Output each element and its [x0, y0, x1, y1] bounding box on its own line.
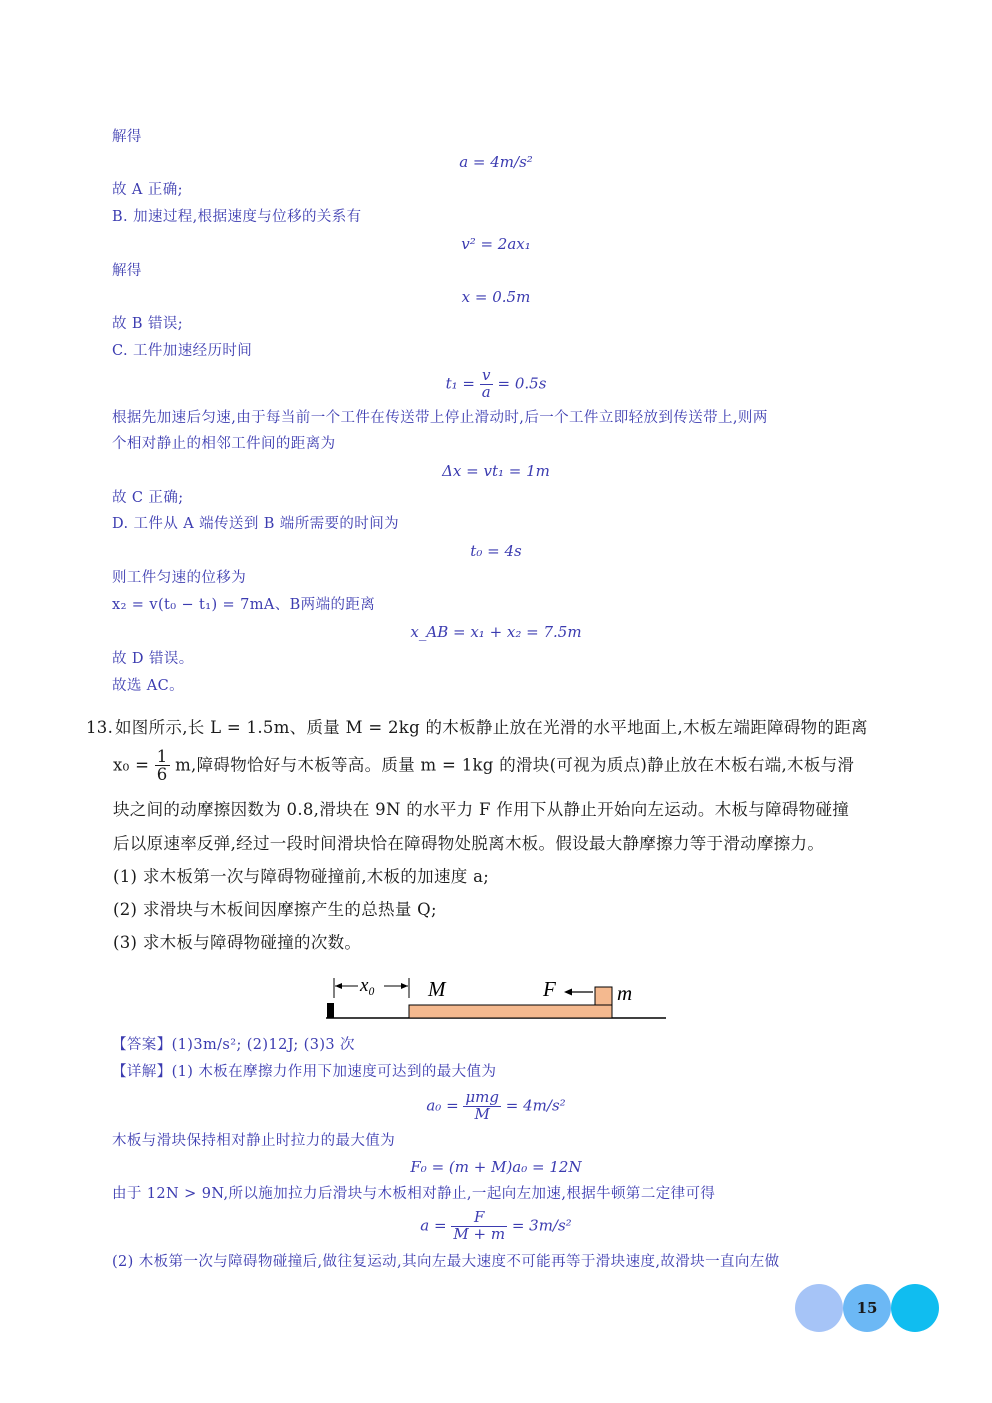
problem-line-2-right: m,障碍物恰好与木板等高。质量 m = 1kg 的滑块(可视为质点)静止放在木板右端,木板与滑: [175, 755, 855, 775]
text-f0: 木板与滑块保持相对静止时拉力的最大值为: [112, 1133, 396, 1149]
text-b-intro: B. 加速过程,根据速度与位移的关系有: [112, 209, 362, 225]
board-block-figure: [320, 970, 670, 1022]
eq-a0-fraction: [463, 1090, 501, 1123]
text-12n: 由于 12N > 9N,所以施加拉力后滑块与木板相对静止,一起向左加速,根据牛顿第二定律可得: [112, 1186, 716, 1202]
problem-x0-numerator: 1: [156, 747, 168, 766]
problem-x0-fraction: [155, 748, 170, 784]
equation-a: a = 4m/s²: [459, 153, 533, 171]
equation-a0: [0, 1090, 992, 1123]
eq-a-denominator: M + m: [453, 1224, 506, 1243]
question-1: (1) 求木板第一次与障碍物碰撞前,木板的加速度 a;: [113, 867, 490, 886]
text-d-2: x₂ = v(t₀ − t₁) = 7mA、B两端的距离: [112, 597, 376, 613]
equation-x: x = 0.5m: [461, 288, 531, 306]
eq-t1-left: t₁ =: [445, 374, 475, 393]
answer-line: 【答案】(1)3m/s²; (2)12J; (3)3 次: [112, 1037, 355, 1053]
label-x0: x₀: [360, 975, 376, 996]
x0-arrowhead-left: [335, 983, 342, 989]
text-jiede-1: 解得: [112, 129, 142, 145]
eq-t1-numerator: v: [480, 368, 493, 385]
eq-a0-left: a₀ =: [426, 1096, 459, 1115]
text-c-1: 根据先加速后匀速,由于每当前一个工件在传送带上停止滑动时,后一个工件立即轻放到传送带上,则两: [112, 410, 768, 426]
equation-t0: t₀ = 4s: [470, 542, 522, 560]
problem-x0-denominator: 6: [156, 765, 168, 785]
page-number: 15: [856, 1299, 878, 1317]
label-block-mass: m: [617, 981, 633, 1005]
text-d-1: 则工件匀速的位移为: [112, 570, 247, 586]
eq-a-left: a =: [420, 1216, 447, 1235]
text-a-correct: 故 A 正确;: [112, 182, 183, 198]
label-force: F: [543, 977, 556, 1001]
text-d-wrong: 故 D 错误。: [112, 651, 194, 667]
text-part-2: (2) 木板第一次与障碍物碰撞后,做往复运动,其向左最大速度不可能再等于滑块速度,故滑块一直向左做: [112, 1254, 780, 1270]
eq-t1-right: = 0.5s: [497, 374, 547, 393]
eq-a0-numerator: μmg: [465, 1088, 499, 1106]
text-c-correct: 故 C 正确;: [112, 490, 184, 506]
equation-xab: x_AB = x₁ + x₂ = 7.5m: [410, 623, 582, 641]
question-2: (2) 求滑块与木板间因摩擦产生的总热量 Q;: [113, 900, 437, 919]
problem-line-1: 如图所示,长 L = 1.5m、质量 M = 2kg 的木板静止放在光滑的水平地面上,木板左端距障碍物的距离: [115, 718, 868, 737]
x0-arrowhead-right: [401, 983, 408, 989]
force-arrowhead: [564, 989, 572, 996]
equation-f0: F₀ = (m + M)a₀ = 12N: [410, 1158, 582, 1176]
detail-intro: 【详解】(1) 木板在摩擦力作用下加速度可达到的最大值为: [112, 1064, 497, 1080]
eq-t1-fraction: [480, 368, 493, 401]
problem-number: 13.: [86, 718, 114, 737]
eq-a0-right: = 4m/s²: [505, 1096, 566, 1115]
problem-x0-left: x₀ =: [113, 755, 150, 775]
eq-a0-denominator: M: [474, 1104, 490, 1123]
eq-a-numerator: F: [451, 1210, 507, 1227]
text-jiede-2: 解得: [112, 263, 142, 279]
circle-cyan: [891, 1284, 939, 1332]
equation-t1: [0, 368, 992, 401]
text-c-intro: C. 工件加速经历时间: [112, 343, 253, 359]
eq-a-fraction: [451, 1210, 507, 1243]
slider-block: [595, 987, 612, 1005]
equation-v2: v² = 2ax₁: [461, 235, 531, 253]
circle-light: [795, 1284, 843, 1332]
equation-dx: Δx = vt₁ = 1m: [442, 462, 550, 480]
equation-a: [0, 1210, 992, 1243]
obstacle: [327, 1003, 334, 1018]
page-number-badge: [795, 1283, 940, 1333]
board: [409, 1005, 612, 1018]
question-3: (3) 求木板与障碍物碰撞的次数。: [113, 933, 362, 952]
text-b-wrong: 故 B 错误;: [112, 316, 184, 332]
eq-t1-denominator: a: [481, 382, 491, 401]
eq-a-right: = 3m/s²: [511, 1216, 572, 1235]
problem-line-4: 后以原速率反弹,经过一段时间滑块恰在障碍物处脱离木板。假设最大静摩擦力等于滑动摩擦力。: [113, 834, 825, 853]
text-choose: 故选 AC。: [112, 678, 185, 694]
problem-line-2: [113, 748, 854, 784]
label-board-mass: M: [428, 977, 446, 1001]
text-c-2: 个相对静止的相邻工件间的距离为: [112, 436, 336, 452]
problem-line-3: 块之间的动摩擦因数为 0.8,滑块在 9N 的水平力 F 作用下从静止开始向左运动。木板与障碍物碰撞: [113, 800, 850, 819]
text-d-intro: D. 工件从 A 端传送到 B 端所需要的时间为: [112, 516, 399, 532]
